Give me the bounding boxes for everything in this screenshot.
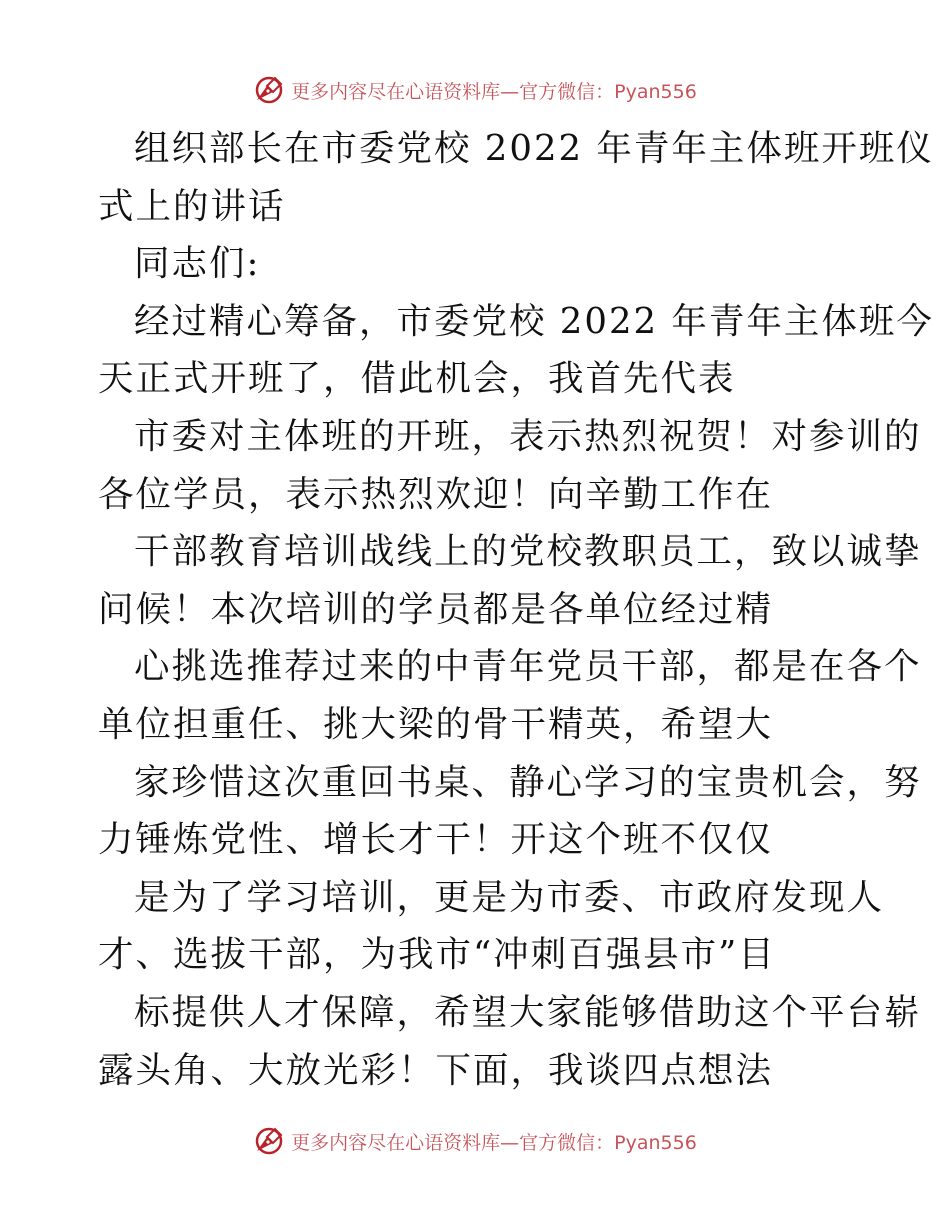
text-line: 干部教育培训战线上的党校教职员工，致以诚挚 xyxy=(134,531,922,573)
text-line: 市委对主体班的开班，表示热烈祝贺！对参训的 xyxy=(134,415,922,457)
text-line: 各位学员，表示热烈欢迎！向辛勤工作在 xyxy=(98,473,774,515)
text-line: 家珍惜这次重回书桌、静心学习的宝贵机会，努 xyxy=(134,761,922,803)
document-body xyxy=(98,120,934,1099)
header-watermark xyxy=(0,73,950,107)
text-line: 天正式开班了，借此机会，我首先代表 xyxy=(98,358,736,400)
text-line: 才、选拔干部，为我市“冲刺百强县市”目 xyxy=(98,934,776,976)
text-line: 力锤炼党性、增长才干！开这个班不仅仅 xyxy=(98,819,774,861)
text-line: 式上的讲话 xyxy=(98,185,286,227)
watermark-text: 更多内容尽在心语资料库—官方微信：Pyan556 xyxy=(291,1131,697,1154)
text-line: 组织部长在市委党校 2022 年青年主体班开班仪 xyxy=(134,128,934,169)
text-line: 单位担重任、挑大梁的骨干精英，希望大 xyxy=(98,703,774,745)
footer-watermark xyxy=(0,1124,950,1158)
text-line: 同志们: xyxy=(134,243,261,285)
pen-nib-logo-icon xyxy=(253,74,285,106)
text-line: 问候！本次培训的学员都是各单位经过精 xyxy=(98,588,774,630)
text-line: 心挑选推荐过来的中青年党员干部，都是在各个 xyxy=(134,646,922,688)
text-line: 露头角、大放光彩！下面，我谈四点想法 xyxy=(98,1049,774,1091)
text-line: 是为了学习培训，更是为市委、市政府发现人 xyxy=(134,876,885,918)
watermark-text: 更多内容尽在心语资料库—官方微信：Pyan556 xyxy=(291,80,697,103)
text-line: 经过精心筹备，市委党校 2022 年青年主体班今 xyxy=(134,300,934,342)
pen-nib-logo-icon xyxy=(253,1125,285,1157)
text-line: 标提供人才保障，希望大家能够借助这个平台崭 xyxy=(134,991,922,1033)
